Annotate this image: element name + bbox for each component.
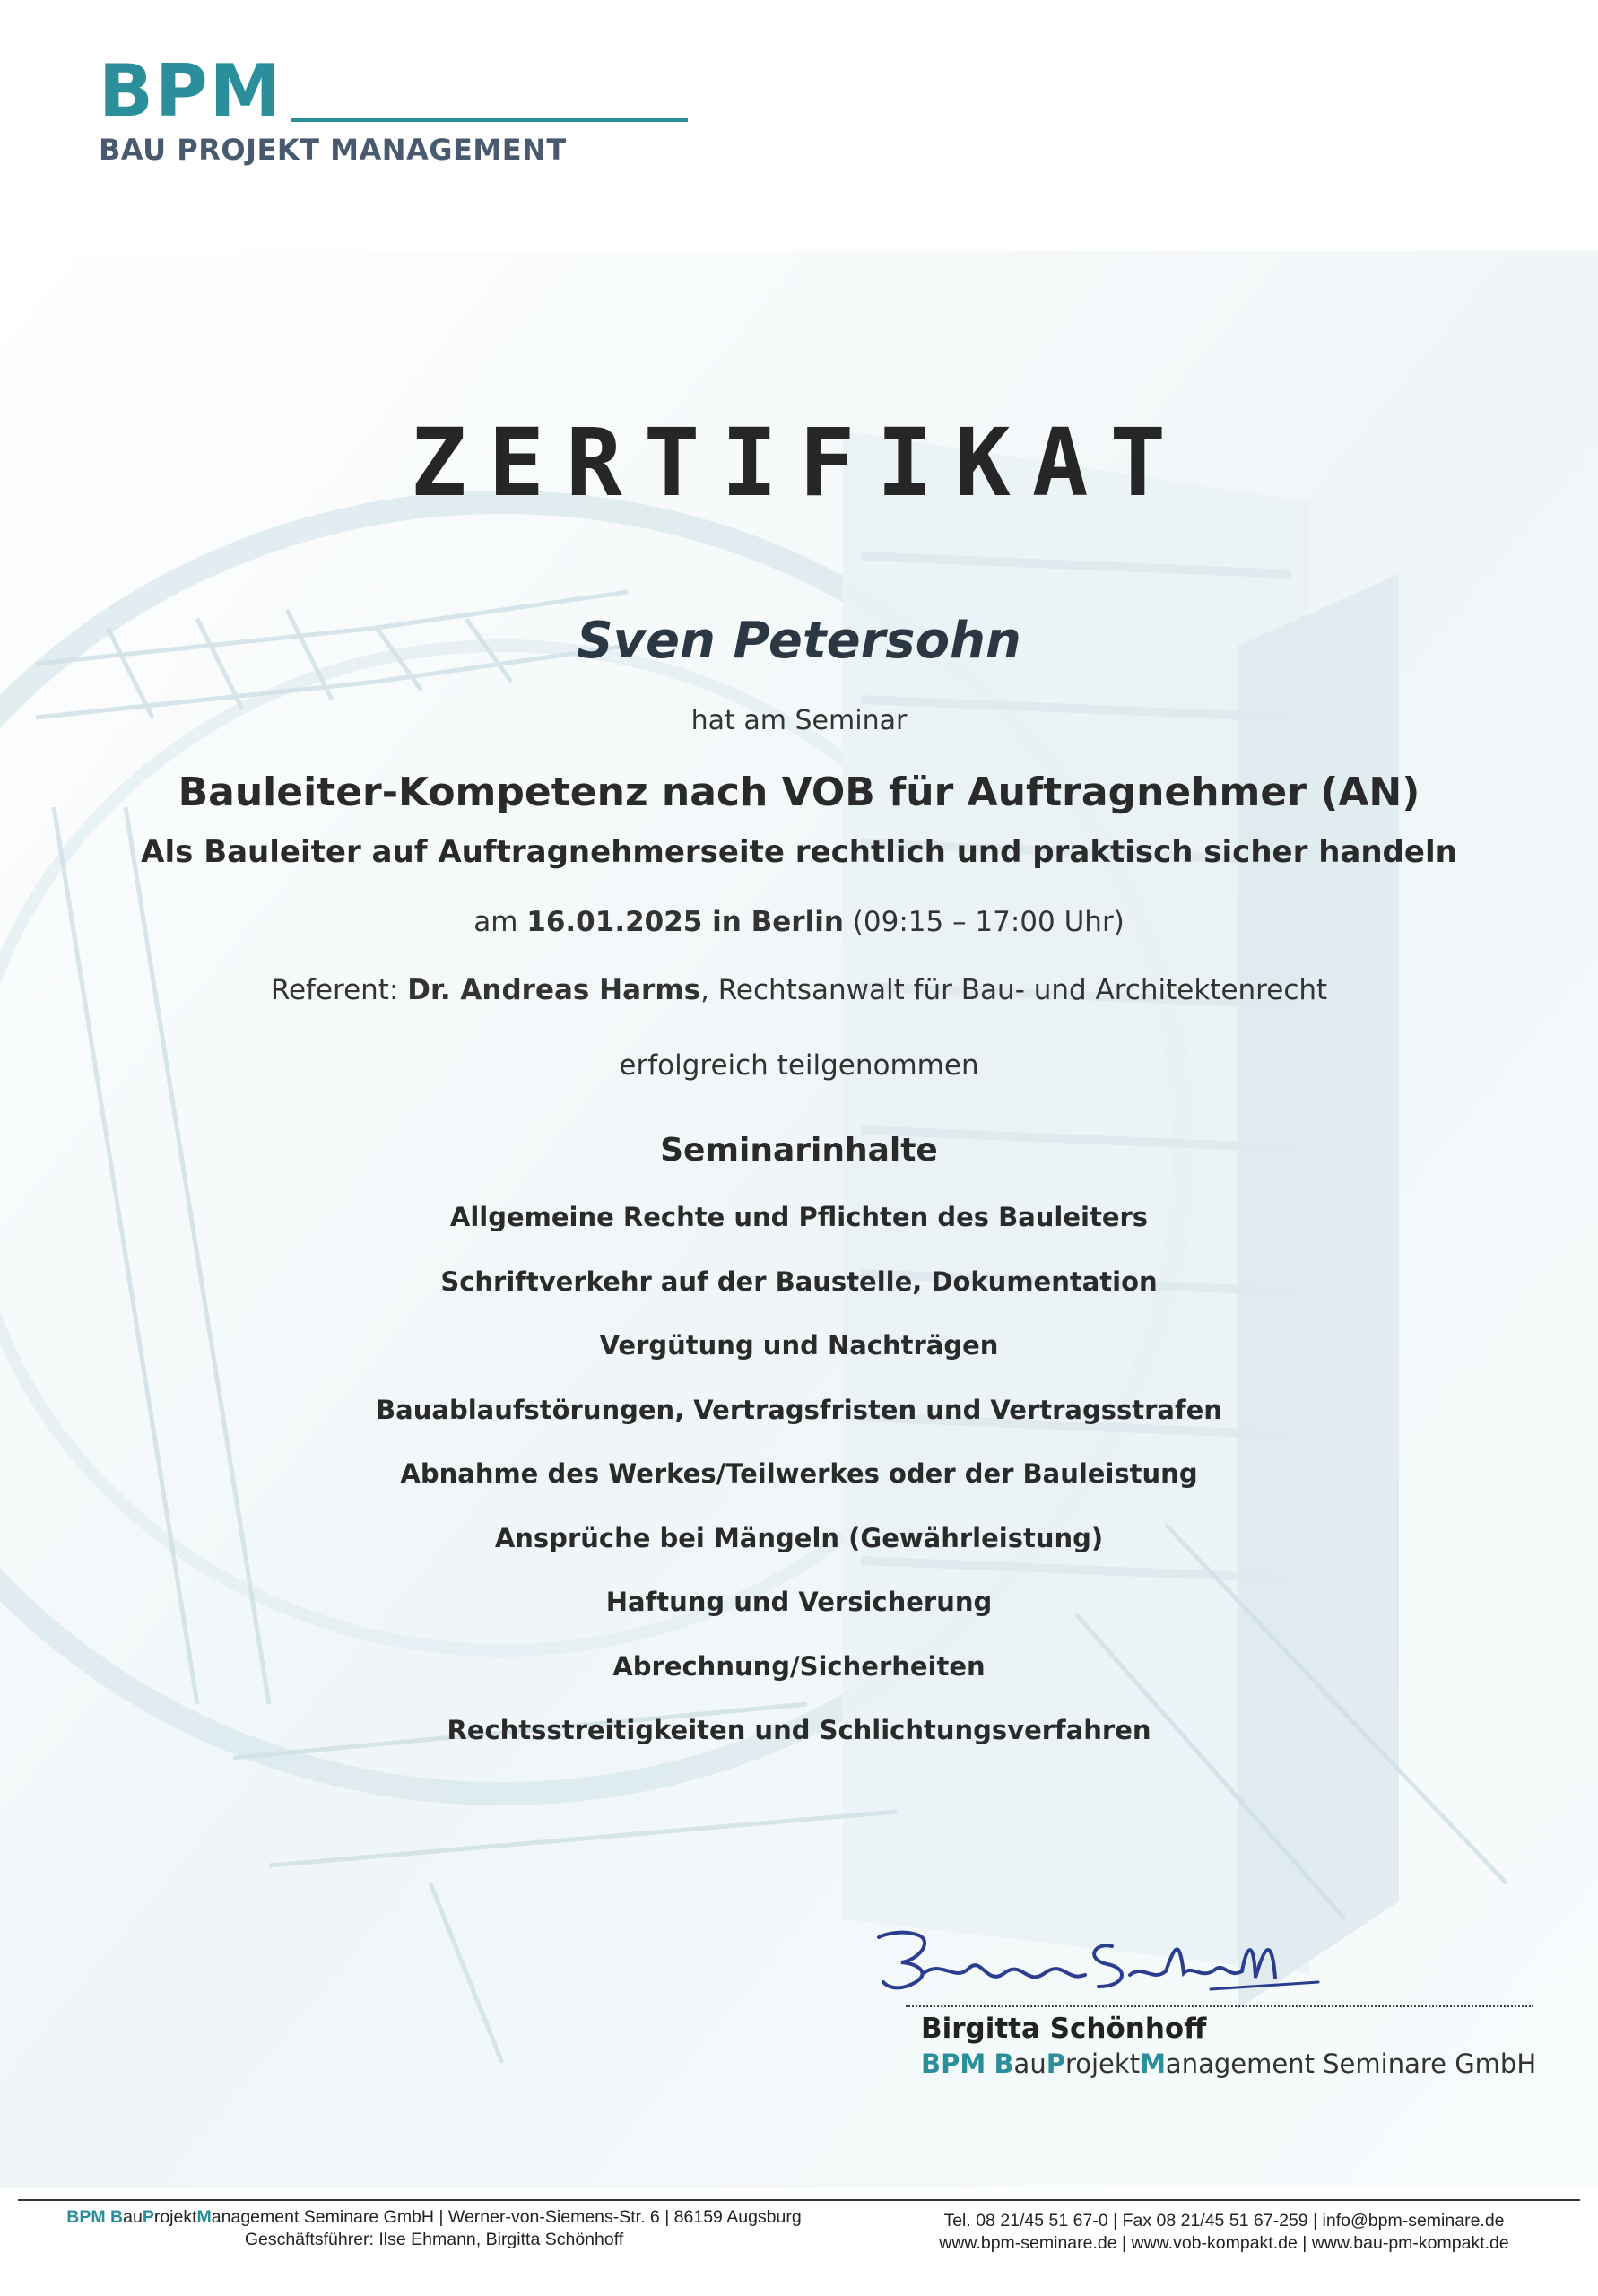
footer-address-line2: Geschäftsführer: Ilse Ehmann, Birgitta Schönhoff <box>244 2230 624 2249</box>
list-item: Rechtsstreitigkeiten und Schlichtungsverfahren <box>447 1715 1151 1745</box>
referent-name: Dr. Andreas Harms <box>407 974 701 1006</box>
footer-address-line1: BPM BauProjektManagement Seminare GmbH | Werner-von-Siemens-Str. 6 | 86159 Augsburg <box>66 2207 802 2227</box>
signature-line <box>906 2005 1533 2007</box>
list-item: Allgemeine Rechte und Pflichten des Bauleiters <box>449 1202 1149 1232</box>
referent-label: Referent: <box>270 974 399 1006</box>
intro-text: hat am Seminar <box>690 705 908 736</box>
course-title: Bauleiter-Kompetenz nach VOB für Auftragnehmer (AN) <box>178 770 1420 815</box>
participant-name: Sven Petersohn <box>577 612 1021 670</box>
list-item: Haftung und Versicherung <box>605 1587 993 1617</box>
signer-name: Birgitta Schönhoff <box>921 2013 1207 2045</box>
logo-sub-text: BAU PROJEKT MANAGEMENT <box>99 133 567 167</box>
course-subtitle: Als Bauleiter auf Auftragnehmerseite rechtlich und praktisch sicher handeln <box>141 834 1457 870</box>
contents-list <box>0 1202 1598 1779</box>
bpm-logo <box>99 49 567 167</box>
signer-company: BPM BauProjektManagement Seminare GmbH <box>921 2048 1537 2079</box>
list-item: Abnahme des Werkes/Teilwerkes oder der Bauleistung <box>400 1458 1198 1489</box>
referent-role: , Rechtsanwalt für Bau- und Architektenrecht <box>700 974 1328 1006</box>
footer-address <box>22 2206 847 2251</box>
contents-heading: Seminarinhalte <box>660 1132 938 1169</box>
list-item: Schriftverkehr auf der Baustelle, Dokumentation <box>440 1265 1158 1297</box>
footer-contact-line1: Tel. 08 21/45 51 67-0 | Fax 08 21/45 51 67-259 | info@bpm-seminare.de <box>943 2211 1505 2231</box>
handwritten-signature <box>870 1910 1336 2009</box>
date-place: 16.01.2025 in Berlin <box>526 906 844 938</box>
list-item: Ansprüche bei Mängeln (Gewährleistung) <box>494 1522 1104 1553</box>
footer-divider <box>18 2199 1580 2201</box>
date-prefix: am <box>473 906 518 938</box>
time-range: (09:15 – 17:00 Uhr) <box>852 906 1125 938</box>
footer-contact-line2: www.bpm-seminare.de | www.vob-kompakt.de | www.bau-pm-kompakt.de <box>939 2233 1509 2253</box>
footer-contact <box>870 2210 1578 2255</box>
logo-underline <box>291 118 688 122</box>
referent-line <box>0 974 1598 1006</box>
result-text: erfolgreich teilgenommen <box>619 1049 979 1082</box>
certificate-title: ZERTIFIKAT <box>410 408 1188 517</box>
list-item: Vergütung und Nachträgen <box>599 1330 999 1361</box>
date-line <box>0 906 1598 938</box>
list-item: Bauablaufstörungen, Vertragsfristen und Vertragsstrafen <box>376 1394 1222 1425</box>
list-item: Abrechnung/Sicherheiten <box>612 1650 986 1682</box>
logo-main-text: BPM <box>99 49 283 133</box>
